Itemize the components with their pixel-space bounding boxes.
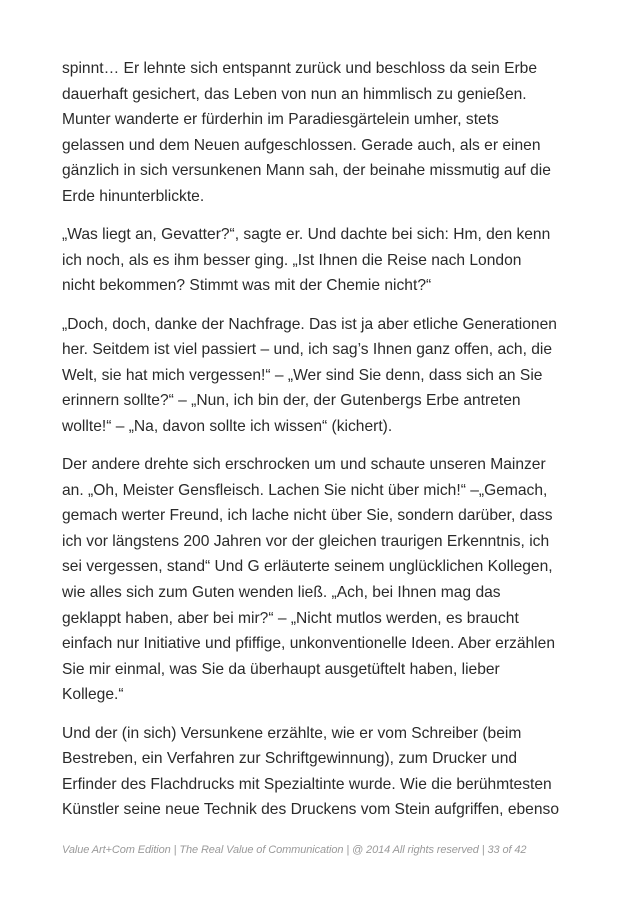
text-line: Erfinder des Flachdrucks mit Spezialtinte wurde. Wie die berühmtesten [62, 775, 552, 793]
text-line: gänzlich in sich versunkenen Mann sah, der beinahe missmutig auf die [62, 162, 551, 180]
text-line: ich vor längstens 200 Jahren vor der gleichen traurigen Erkenntnis, ich [62, 532, 550, 550]
text-line: gemach werter Freund, ich lache nicht über Sie, sondern darüber, dass [62, 507, 553, 525]
text-line: „Doch, doch, danke der Nachfrage. Das ist ja aber etliche Generationen [62, 315, 557, 333]
text-line: Welt, sie hat mich vergessen!“ – „Wer sind Sie denn, dass sich an Sie [62, 366, 543, 384]
paragraph-1 [62, 56, 582, 210]
text-line: Und der (in sich) Versunkene erzählte, wie er vom Schreiber (beim [62, 724, 522, 742]
text-line: Künstler seine neue Technik des Druckens vom Stein aufgriffen, ebenso [62, 801, 559, 819]
text-line: Bestreben, ein Verfahren zur Schriftgewinnung), zum Drucker und [62, 750, 518, 768]
text-line: wie alles sich zum Guten wenden ließ. „Ach, bei Ihnen mag das [62, 584, 501, 602]
text-line: Erde hinunterblickte. [62, 187, 205, 205]
text-line: her. Seitdem ist viel passiert – und, ich sag’s Ihnen ganz offen, ach, die [62, 341, 553, 359]
text-line: „Was liegt an, Gevatter?“, sagte er. Und dachte bei sich: Hm, den kenn [62, 226, 551, 244]
text-line: Der andere drehte sich erschrocken um und schaute unseren Mainzer [62, 456, 546, 474]
text-line: wollte!“ – „Na, davon sollte ich wissen“ (kichert). [62, 417, 393, 435]
text-line: Kollege.“ [62, 686, 124, 704]
text-line: sei vergessen, stand“ Und G erläuterte seinem unglücklichen Kollegen, [62, 558, 553, 576]
text-line: Sie mir einmal, was Sie da überhaupt ausgetüftelt haben, lieber [62, 660, 500, 678]
text-line: gelassen und dem Neuen aufgeschlossen. Gerade auch, als er einen [62, 136, 541, 154]
paragraph-3 [62, 312, 582, 440]
paragraph-4 [62, 452, 582, 708]
text-line: an. „Oh, Meister Gensfleisch. Lachen Sie nicht über mich!“ –„Gemach, [62, 481, 548, 499]
text-line: spinnt… Er lehnte sich entspannt zurück und beschloss da sein Erbe [62, 60, 538, 77]
text-line: einfach nur Initiative und pfiffige, unkonventionelle Ideen. Aber erzählen [62, 635, 555, 653]
text-line: nicht bekommen? Stimmt was mit der Chemie nicht?“ [62, 277, 432, 295]
paragraph-2 [62, 222, 582, 299]
text-line: dauerhaft gesichert, das Leben von nun an himmlisch zu genießen. [62, 85, 527, 103]
text-line: geklappt haben, aber bei mir?“ – „Nicht mutlos werden, es braucht [62, 609, 519, 627]
paragraph-5 [62, 721, 582, 823]
page-footer: Value Art+Com Edition | The Real Value of Communication | @ 2014 All rights reserved | 33 of 42 [62, 844, 527, 856]
text-line: Munter wanderte er fürderhin im Paradiesgärtelein umher, stets [62, 111, 499, 129]
text-line: erinnern sollte?“ – „Nun, ich bin der, der Gutenbergs Erbe antreten [62, 392, 521, 410]
body-text [62, 56, 582, 836]
text-line: ich noch, als es ihm besser ging. „Ist Ihnen die Reise nach London [62, 251, 522, 269]
